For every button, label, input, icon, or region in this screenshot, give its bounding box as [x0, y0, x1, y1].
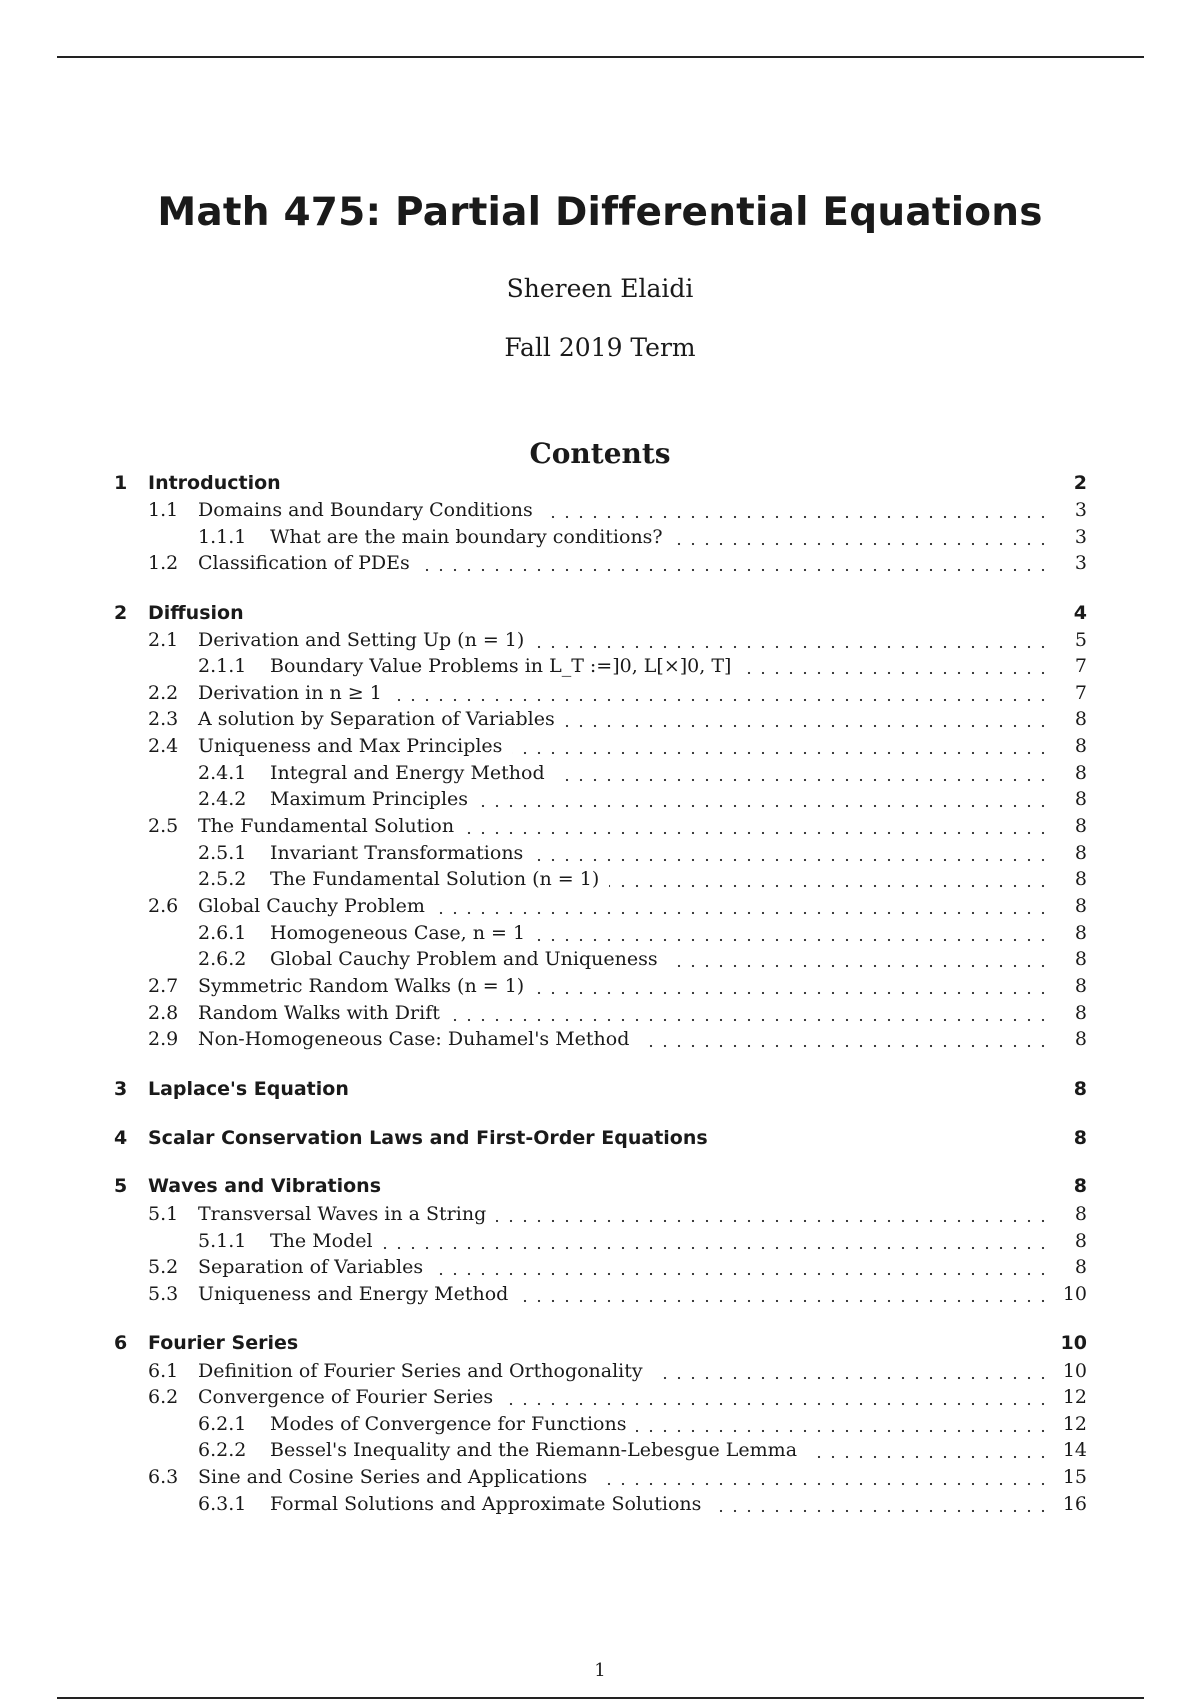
- toc-entry-number: 5: [114, 1175, 128, 1197]
- toc-leader-dots: [535, 922, 1050, 942]
- toc-subsubsection[interactable]: [0, 1411, 1200, 1437]
- toc-section[interactable]: [0, 1173, 1200, 1199]
- toc-entry-page: 8: [1074, 868, 1087, 890]
- contents-heading: Contents: [529, 437, 671, 470]
- toc-leader-dots: [478, 788, 1050, 808]
- toc-entry-title: Non-Homogeneous Case: Duhamel's Method: [198, 1028, 630, 1050]
- toc-entry-title: Transversal Waves in a String: [198, 1203, 487, 1225]
- toc-section[interactable]: [0, 1125, 1200, 1151]
- toc-subsubsection[interactable]: [0, 946, 1200, 972]
- toc-entry-page: 8: [1074, 1256, 1087, 1278]
- toc-entry-title: Fourier Series: [148, 1332, 299, 1354]
- toc-leader-dots: [673, 526, 1050, 546]
- toc-subsubsection[interactable]: [0, 524, 1200, 550]
- toc-section[interactable]: [0, 1330, 1200, 1356]
- toc-entry-title: Classification of PDEs: [198, 552, 410, 574]
- toc-subsection[interactable]: [0, 680, 1200, 706]
- toc-entry-title: The Model: [270, 1230, 373, 1252]
- toc-entry-page: 8: [1074, 815, 1087, 837]
- toc-leader-dots: [435, 895, 1050, 915]
- toc-entry-number: 1.1.1: [198, 526, 247, 548]
- toc-subsection[interactable]: [0, 550, 1200, 576]
- toc-entry-number: 4: [114, 1127, 128, 1149]
- toc-subsection[interactable]: [0, 1254, 1200, 1280]
- toc-entry-page: 12: [1062, 1413, 1087, 1435]
- toc-entry-number: 5.2: [148, 1256, 179, 1278]
- toc-leader-dots: [636, 1413, 1050, 1433]
- toc-entry-number: 3: [114, 1078, 128, 1100]
- toc-leader-dots: [741, 655, 1050, 675]
- toc-entry-number: 1.2: [148, 552, 179, 574]
- toc-entry-number: 2.1.1: [198, 655, 247, 677]
- toc-entry-title: Derivation and Setting Up (n = 1): [198, 629, 525, 651]
- toc-entry-number: 6.2.2: [198, 1439, 247, 1461]
- toc-entry-title: The Fundamental Solution: [198, 815, 455, 837]
- toc-entry-page: 8: [1074, 762, 1087, 784]
- toc-entry-page: 8: [1074, 922, 1087, 944]
- toc-section[interactable]: [0, 600, 1200, 626]
- toc-entry-title: Bessel's Inequality and the Riemann-Lebesgue Lemma: [270, 1439, 798, 1461]
- toc-subsection[interactable]: [0, 893, 1200, 919]
- toc-entry-title: Definition of Fourier Series and Orthogonality: [198, 1360, 643, 1382]
- toc-subsection[interactable]: [0, 973, 1200, 999]
- toc-entry-page: 7: [1074, 682, 1087, 704]
- toc-entry-number: 6.2.1: [198, 1413, 247, 1435]
- toc-leader-dots: [653, 1360, 1050, 1380]
- toc-entry-number: 6.3: [148, 1466, 179, 1488]
- toc-subsection[interactable]: [0, 1464, 1200, 1490]
- toc-entry-title: A solution by Separation of Variables: [198, 708, 555, 730]
- toc-entry-page: 8: [1074, 1028, 1087, 1050]
- toc-entry-title: Global Cauchy Problem: [198, 895, 425, 917]
- toc-entry-page: 8: [1074, 948, 1087, 970]
- toc-entry-page: 10: [1062, 1360, 1087, 1382]
- toc-entry-number: 2.5.2: [198, 868, 247, 890]
- toc-entry-title: Boundary Value Problems in L_T :=]0, L[×]0, T]: [270, 655, 732, 677]
- toc-subsubsection[interactable]: [0, 866, 1200, 892]
- toc-leader-dots: [533, 842, 1050, 862]
- toc-entry-number: 6.2: [148, 1386, 179, 1408]
- toc-entry-number: 2.2: [148, 682, 179, 704]
- toc-entry-page: 8: [1074, 1203, 1087, 1225]
- toc-entry-page: 8: [1074, 975, 1087, 997]
- toc-entry-number: 2.4.2: [198, 788, 247, 810]
- toc-entry-number: 6: [114, 1332, 128, 1354]
- toc-subsubsection[interactable]: [0, 760, 1200, 786]
- toc-entry-title: Diffusion: [148, 602, 244, 624]
- toc-entry-page: 2: [1073, 472, 1087, 494]
- toc-leader-dots: [433, 1256, 1050, 1276]
- toc-subsubsection[interactable]: [0, 1437, 1200, 1463]
- toc-entry-title: Uniqueness and Energy Method: [198, 1283, 509, 1305]
- toc-entry-number: 2.3: [148, 708, 179, 730]
- toc-entry-number: 6.1: [148, 1360, 179, 1382]
- toc-entry-page: 10: [1060, 1332, 1087, 1354]
- toc-subsection[interactable]: [0, 706, 1200, 732]
- toc-subsubsection[interactable]: [0, 840, 1200, 866]
- toc-subsubsection[interactable]: [0, 1228, 1200, 1254]
- toc-entry-page: 8: [1074, 895, 1087, 917]
- toc-entry-title: Global Cauchy Problem and Uniqueness: [270, 948, 658, 970]
- toc-entry-page: 14: [1062, 1439, 1087, 1461]
- toc-entry-number: 2.6.1: [198, 922, 247, 944]
- toc-entry-number: 2.5: [148, 815, 179, 837]
- toc-entry-title: Integral and Energy Method: [270, 762, 545, 784]
- toc-entry-title: Introduction: [148, 472, 281, 494]
- toc-leader-dots: [392, 682, 1050, 702]
- toc-leader-dots: [496, 1203, 1050, 1223]
- header-rule: [57, 56, 1144, 58]
- toc-subsection[interactable]: [0, 1026, 1200, 1052]
- toc-leader-dots: [711, 1493, 1050, 1513]
- toc-entry-page: 8: [1074, 1002, 1087, 1024]
- toc-leader-dots: [597, 1466, 1050, 1486]
- toc-entry-title: Formal Solutions and Approximate Solutions: [270, 1493, 702, 1515]
- toc-entry-title: Modes of Convergence for Functions: [270, 1413, 627, 1435]
- toc-leader-dots: [565, 708, 1050, 728]
- toc-subsection[interactable]: [0, 1384, 1200, 1410]
- toc-entry-page: 5: [1074, 629, 1087, 651]
- toc-subsubsection[interactable]: [0, 786, 1200, 812]
- toc-section[interactable]: [0, 1076, 1200, 1102]
- toc-entry-page: 8: [1074, 842, 1087, 864]
- toc-subsection[interactable]: [0, 1000, 1200, 1026]
- toc-leader-dots: [668, 948, 1050, 968]
- toc-entry-page: 3: [1074, 526, 1087, 548]
- toc-entry-number: 2.6: [148, 895, 179, 917]
- page-number: 1: [594, 1660, 606, 1681]
- toc-subsection[interactable]: [0, 1281, 1200, 1307]
- toc-entry-page: 12: [1062, 1386, 1087, 1408]
- toc-entry-number: 2: [114, 602, 128, 624]
- toc-entry-title: Uniqueness and Max Principles: [198, 735, 503, 757]
- toc-entry-number: 2.7: [148, 975, 179, 997]
- toc-subsection[interactable]: [0, 497, 1200, 523]
- toc-subsection[interactable]: [0, 627, 1200, 653]
- toc-entry-page: 4: [1073, 602, 1087, 624]
- toc-section[interactable]: [0, 470, 1200, 496]
- toc-entry-title: Maximum Principles: [270, 788, 469, 810]
- toc-entry-number: 2.4: [148, 735, 179, 757]
- toc-entry-page: 8: [1074, 708, 1087, 730]
- toc-entry-page: 7: [1074, 655, 1087, 677]
- toc-subsection[interactable]: [0, 1358, 1200, 1384]
- toc-entry-number: 5.3: [148, 1283, 179, 1305]
- toc-entry-title: Homogeneous Case, n = 1: [270, 922, 526, 944]
- toc-entry-number: 2.5.1: [198, 842, 247, 864]
- toc-leader-dots: [534, 629, 1050, 649]
- toc-subsubsection[interactable]: [0, 1491, 1200, 1517]
- toc-leader-dots: [807, 1439, 1050, 1459]
- toc-entry-title: Random Walks with Drift: [198, 1002, 440, 1024]
- toc-leader-dots: [450, 1002, 1050, 1022]
- toc-entry-page: 8: [1074, 788, 1087, 810]
- toc-entry-number: 2.6.2: [198, 948, 247, 970]
- toc-leader-dots: [543, 499, 1050, 519]
- toc-entry-title: Sine and Cosine Series and Applications: [198, 1466, 588, 1488]
- toc-entry-number: 5.1: [148, 1203, 179, 1225]
- document-term: Fall 2019 Term: [504, 333, 696, 362]
- toc-entry-title: Separation of Variables: [198, 1256, 424, 1278]
- toc-leader-dots: [639, 1028, 1050, 1048]
- toc-subsection[interactable]: [0, 813, 1200, 839]
- toc-entry-page: 8: [1073, 1078, 1087, 1100]
- toc-entry-title: Invariant Transformations: [270, 842, 524, 864]
- toc-entry-page: 16: [1062, 1493, 1087, 1515]
- toc-entry-number: 2.9: [148, 1028, 179, 1050]
- toc-subsubsection[interactable]: [0, 920, 1200, 946]
- toc-subsection[interactable]: [0, 733, 1200, 759]
- toc-leader-dots: [555, 762, 1050, 782]
- toc-entry-title: Domains and Boundary Conditions: [198, 499, 533, 521]
- footer-rule: [57, 1697, 1144, 1699]
- document-title: Math 475: Partial Differential Equations: [157, 190, 1043, 235]
- toc-entry-title: Symmetric Random Walks (n = 1): [198, 975, 525, 997]
- toc-subsubsection[interactable]: [0, 653, 1200, 679]
- toc-entry-page: 8: [1074, 1230, 1087, 1252]
- toc-leader-dots: [609, 868, 1050, 888]
- toc-entry-page: 8: [1073, 1127, 1087, 1149]
- toc-leader-dots: [420, 552, 1050, 572]
- toc-entry-title: Derivation in n ≥ 1: [198, 682, 382, 704]
- toc-entry-page: 8: [1073, 1175, 1087, 1197]
- toc-entry-number: 1: [114, 472, 128, 494]
- toc-entry-page: 3: [1074, 552, 1087, 574]
- toc-entry-title: Waves and Vibrations: [148, 1175, 382, 1197]
- toc-entry-title: Laplace's Equation: [148, 1078, 349, 1100]
- toc-entry-number: 2.4.1: [198, 762, 247, 784]
- toc-subsection[interactable]: [0, 1201, 1200, 1227]
- toc-leader-dots: [534, 975, 1050, 995]
- toc-entry-page: 10: [1062, 1283, 1087, 1305]
- toc-entry-title: The Fundamental Solution (n = 1): [270, 868, 600, 890]
- toc-leader-dots: [503, 1386, 1050, 1406]
- toc-entry-number: 5.1.1: [198, 1230, 247, 1252]
- toc-entry-number: 6.3.1: [198, 1493, 247, 1515]
- toc-leader-dots: [383, 1230, 1050, 1250]
- toc-entry-number: 1.1: [148, 499, 179, 521]
- toc-entry-title: Scalar Conservation Laws and First-Order Equations: [148, 1127, 708, 1149]
- toc-entry-number: 2.8: [148, 1002, 179, 1024]
- toc-entry-number: 2.1: [148, 629, 179, 651]
- document-author: Shereen Elaidi: [506, 274, 694, 303]
- toc-entry-page: 8: [1074, 735, 1087, 757]
- toc-entry-title: What are the main boundary conditions?: [270, 526, 663, 548]
- toc-entry-page: 3: [1074, 499, 1087, 521]
- toc-entry-page: 15: [1062, 1466, 1087, 1488]
- toc-entry-title: Convergence of Fourier Series: [198, 1386, 494, 1408]
- toc-leader-dots: [518, 1283, 1050, 1303]
- toc-leader-dots: [512, 735, 1050, 755]
- toc-leader-dots: [464, 815, 1050, 835]
